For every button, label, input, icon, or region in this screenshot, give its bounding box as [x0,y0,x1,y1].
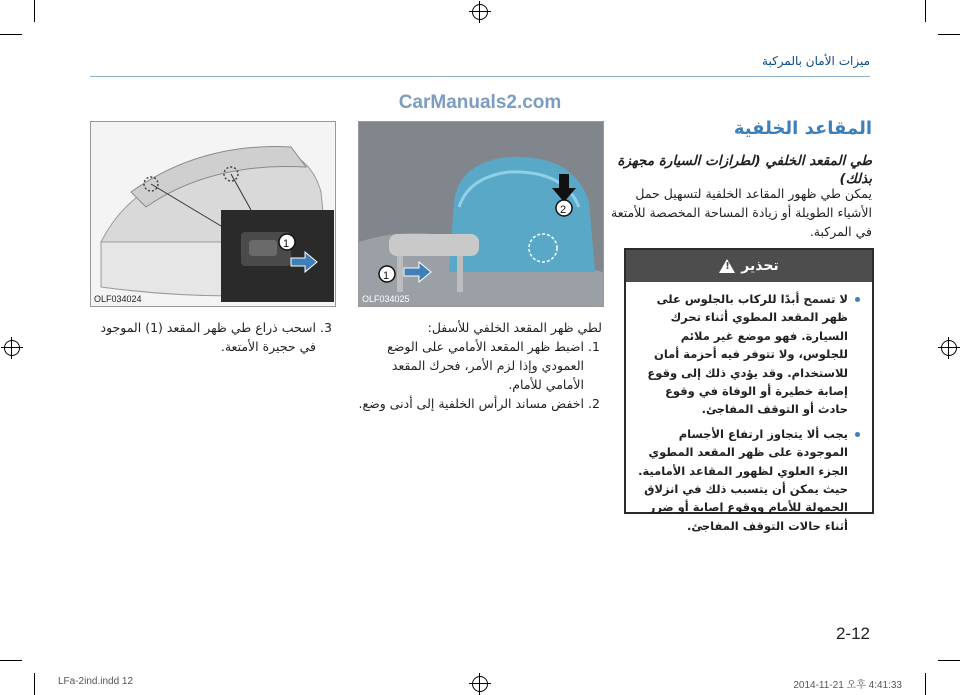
crop-mark [0,660,22,661]
warning-list [626,282,872,549]
header-rule [90,76,870,77]
footer-filename: LFa-2ind.indd 12 [58,676,134,687]
figure-code: OLF034025 [362,294,410,304]
footer-timestamp: 2014-11-21 오후 4:41:33 [793,680,902,691]
svg-text:1: 1 [383,270,390,282]
figure-code: OLF034024 [94,294,142,304]
svg-text:2: 2 [560,204,567,216]
page-number: 2-12 [835,624,870,643]
procedure-step: 3. اسحب ذراع طي ظهر المقعد (1) الموجود في حجيرة الأمتعة. [90,318,316,356]
trunk-illustration [91,122,335,306]
warning-triangle-icon: ! [719,259,735,273]
warning-header [626,250,872,282]
registration-mark-icon [472,4,488,20]
warning-title: تحذير [741,258,779,274]
registration-mark-icon [472,676,488,692]
procedure-steps-continued [90,318,334,356]
crop-mark [34,673,35,695]
crop-mark [925,673,926,695]
headrest-illustration [359,122,603,306]
warning-item: يجب ألا يتجاوز ارتفاع الأجسام الموجودة على ظهر المقعد المطوي الجزء العلوي لظهور المقاعد الأمامية. حيث يمكن أن يتسبب ذلك في انزلاق الحمولة للأمام ووقوع إصابة أو ضرر أثناء حالات التوقف المفاجئ. [636,425,862,535]
running-header: ميزات الأمان بالمركبة [762,54,870,68]
procedure-steps [358,318,602,413]
watermark: CarManuals2.com [398,92,562,113]
figure-headrest [358,121,604,307]
procedure-step: 1. اضبط ظهر المقعد الأمامي على الوضع العمودي وإذا لزم الأمر، فحرك المقعد الأمامي للأمام. [358,337,584,394]
warning-box [624,248,874,533]
section-title: المقاعد الخلفية [733,118,872,139]
intro-paragraph: يمكن طي ظهور المقاعد الخلفية لتسهيل حمل الأشياء الطويلة أو زيادة المساحة المخصصة للأمتعة في المركبة. [611,186,872,239]
registration-mark-icon [4,340,20,356]
crop-mark [925,0,926,22]
crop-mark [0,34,22,35]
procedure-intro: لطي ظهر المقعد الخلفي للأسفل: [427,320,602,335]
crop-mark [938,34,960,35]
crop-mark [938,660,960,661]
subsection-title: طي المقعد الخلفي (لطرازات السيارة مجهزة بذلك) [617,153,872,187]
svg-text:1: 1 [283,238,290,250]
procedure-step: 2. اخفض مساند الرأس الخلفية إلى أدنى وضع. [358,394,584,413]
warning-item: لا تسمح أبدًا للركاب بالجلوس على ظهر المقعد المطوي أثناء تحرك السيارة. فهو موضع غير ملائم للجلوس، ولا تتوفر فيه أحزمة أمان للاستخدام. وقد يؤدي ذلك إلى وقوع إصابة خطيرة أو الوفاة في وقوع حادث أو التوقف المفاجئ. [636,290,862,419]
crop-mark [34,0,35,22]
registration-mark-icon [941,340,957,356]
figure-trunk-lever [90,121,336,307]
